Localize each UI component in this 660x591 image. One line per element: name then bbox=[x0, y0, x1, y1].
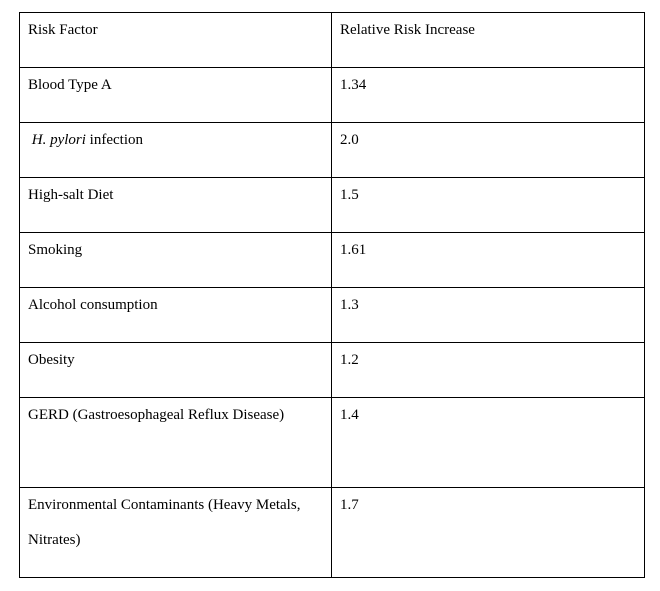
table-row bbox=[20, 398, 645, 488]
risk-factor-cell bbox=[20, 398, 332, 488]
risk-factor-rest-text: infection bbox=[85, 132, 143, 148]
risk-factor-cell bbox=[20, 68, 332, 123]
relative-risk-cell bbox=[332, 233, 645, 288]
header-relative-risk-label: Relative Risk Increase bbox=[340, 22, 475, 38]
table-row bbox=[20, 488, 645, 578]
risk-factor-text: Blood Type A bbox=[28, 77, 112, 93]
risk-factor-text: Smoking bbox=[28, 242, 83, 258]
relative-risk-cell bbox=[332, 178, 645, 233]
table-row bbox=[20, 68, 645, 123]
table-row bbox=[20, 233, 645, 288]
risk-factor-cell bbox=[20, 123, 332, 178]
table-row bbox=[20, 343, 645, 398]
relative-risk-cell bbox=[332, 68, 645, 123]
risk-factor-text: High-salt Diet bbox=[28, 187, 114, 203]
relative-risk-value: 1.5 bbox=[340, 187, 359, 203]
table-row bbox=[20, 178, 645, 233]
relative-risk-cell bbox=[332, 398, 645, 488]
relative-risk-cell bbox=[332, 488, 645, 578]
table-header-row bbox=[20, 13, 645, 68]
risk-factor-table bbox=[19, 12, 645, 578]
risk-factor-cell bbox=[20, 233, 332, 288]
risk-factor-text: Environmental Contaminants (Heavy Metals, Nitrates) bbox=[28, 497, 301, 548]
relative-risk-value: 1.3 bbox=[340, 297, 359, 313]
risk-factor-cell bbox=[20, 343, 332, 398]
table-row bbox=[20, 123, 645, 178]
risk-factor-cell bbox=[20, 488, 332, 578]
relative-risk-value: 1.7 bbox=[340, 497, 359, 513]
relative-risk-value: 1.4 bbox=[340, 407, 359, 423]
risk-factor-text: GERD (Gastroesophageal Reflux Disease) bbox=[28, 407, 285, 423]
relative-risk-value: 1.2 bbox=[340, 352, 359, 368]
relative-risk-value: 1.61 bbox=[340, 242, 367, 258]
risk-factor-cell bbox=[20, 288, 332, 343]
relative-risk-cell bbox=[332, 288, 645, 343]
risk-factor-italic-text: H. pylori bbox=[31, 132, 86, 148]
risk-factor-text bbox=[28, 123, 323, 158]
relative-risk-cell bbox=[332, 343, 645, 398]
relative-risk-cell bbox=[332, 123, 645, 178]
risk-factor-text: Alcohol consumption bbox=[28, 297, 158, 313]
risk-factor-text: Obesity bbox=[28, 352, 75, 368]
header-risk-factor bbox=[20, 13, 332, 68]
relative-risk-value: 2.0 bbox=[340, 132, 359, 148]
risk-factor-cell bbox=[20, 178, 332, 233]
header-risk-factor-label: Risk Factor bbox=[28, 22, 98, 38]
relative-risk-value: 1.34 bbox=[340, 77, 367, 93]
header-relative-risk bbox=[332, 13, 645, 68]
table-row bbox=[20, 288, 645, 343]
